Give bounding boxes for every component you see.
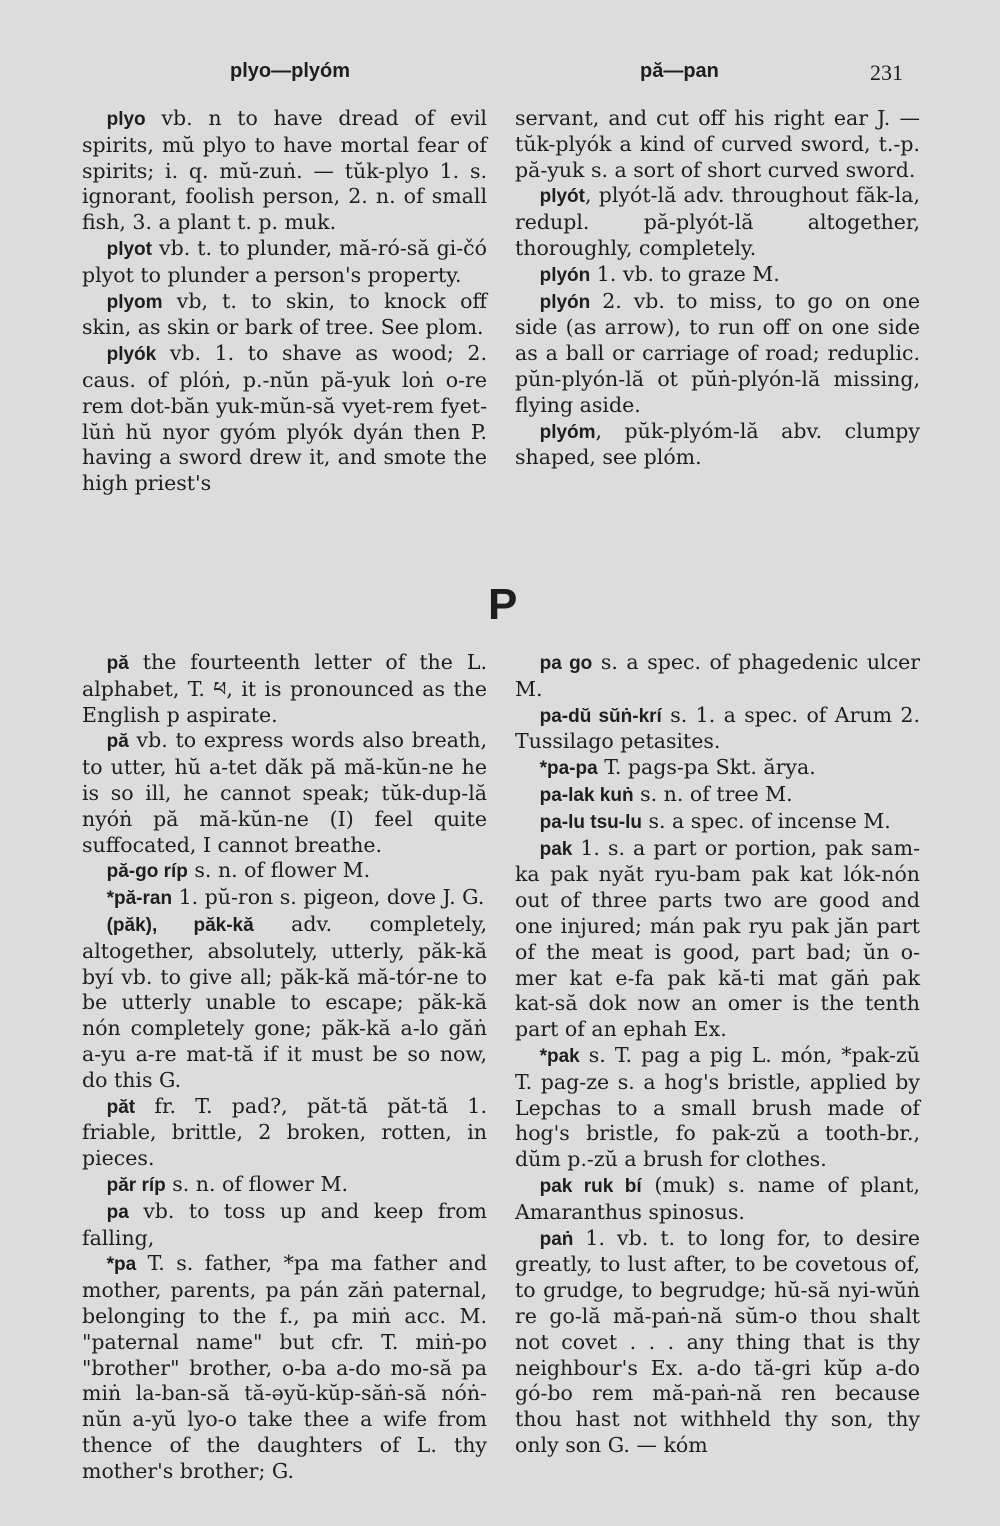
dictionary-entry — [515, 809, 920, 836]
entry-definition: 1. pŭ-ron s. pigeon, dove J. G. — [172, 885, 485, 910]
entry-headword: pa-lak kuṅ — [539, 784, 634, 806]
entry-definition: T. s. father, *pa ma father and mother, parents, pa pán zăṅ paternal, belonging to the f., pa miṅ acc. M. "paternal name" but cfr. T. miṅ-po "brother" brother, o-ba a-do mo-să pa miṅ la-ban-să tă-ǝyŭ-kŭp-săṅ-să nóṅ-nŭn a-yŭ lyo-o take thee a wife from thence of the daughters of L. thy mother's brother; G. — [82, 1251, 487, 1483]
dictionary-entry — [515, 782, 920, 809]
dictionary-entry — [515, 262, 920, 289]
dictionary-entry — [82, 650, 487, 728]
entry-headword: păt — [106, 1096, 136, 1118]
dictionary-entry — [82, 236, 487, 289]
entry-headword: pă — [106, 731, 129, 753]
entry-definition: vb. to toss up and keep from falling, — [82, 1198, 487, 1250]
entry-headword: plyom — [106, 291, 163, 313]
entry-headword: pa-dŭ sŭṅ-krí — [539, 705, 662, 727]
entry-definition: servant, and cut off his right ear J. — tŭk-plyók a kind of curved sword, t.-p. pă-yuk s. a sort of short curved sword. — [515, 106, 920, 182]
entry-definition: fr. T. pad?, păt-tă păt-tă 1. friable, brittle, 2 broken, rotten, in pieces. — [82, 1093, 487, 1171]
dictionary-entry — [515, 836, 920, 1043]
entry-definition: s. a spec. of incense M. — [641, 808, 891, 833]
entry-definition: the fourteenth letter of the L. alphabet, T. ཕ, it is pronounced as the English p aspirate. — [82, 650, 487, 727]
entry-definition: vb. 1. to shave as wood; 2. caus. of plóṅ, p.-nŭn pă-yuk loṅ o-re rem dot-băn yuk-mŭn-să vyet-rem fyet-lŭṅ hŭ nyor gyóm plyók dyán then P. having a sword drew it, and smote the high priest's — [82, 341, 487, 496]
dictionary-entry — [515, 703, 920, 756]
entry-headword: plyón — [539, 291, 591, 313]
entry-headword: plyo — [106, 109, 146, 130]
entry-definition: 2. vb. to miss, to go on one side (as arrow), to run off on one side as a ball or carriage of road; reduplic. pŭn-plyón-lă ot pŭṅ-plyón-lă missing, flying aside. — [515, 288, 920, 417]
entry-definition: 1. s. a part or portion, pak sam-ka pak nyăt ryu-bam pak kat lók-nón out of three parts two are good and one injured; mán pak ryu pak jăn part of the meat is good, part bad; ŭn o-mer kat e-fa pak kă-ti mat găṅ pak kat-să dok now an omer is the tenth part of an ephah Ex. — [515, 835, 920, 1042]
dictionary-entry — [82, 885, 487, 912]
entry-headword: *pa — [106, 1254, 137, 1276]
entry-headword: pa go — [539, 653, 593, 674]
entry-definition: vb. n to have dread of evil spirits, mŭ plyo to have mortal fear of spirits; i. q. mŭ-zuṅ. — tŭk-plyo 1. s. ignorant, foolish person, 2. n. of small fish, 3. a plant t. p. muk. — [82, 106, 487, 235]
entry-definition: s. 1. a spec. of Arum 2. Tussilago petasites. — [515, 702, 920, 754]
dictionary-entry — [82, 912, 487, 1094]
entry-headword: plyot — [106, 238, 152, 260]
entry-definition: T. pags-pa Skt. ărya. — [597, 755, 816, 780]
column-top-left — [82, 106, 487, 497]
dictionary-entry — [82, 728, 487, 858]
entry-headword: plyón — [539, 264, 591, 286]
entry-headword: *pă-ran — [106, 888, 173, 910]
entry-definition: s. n. of tree M. — [633, 781, 793, 806]
entry-headword: plyók — [106, 344, 157, 366]
dictionary-entry — [515, 1173, 920, 1226]
entry-definition: 1. vb. t. to long for, to desire greatly, to lust after, to be covetous of, to grudge, to begrudge; hŭ-să nyi-wŭṅ re go-lă mă-paṅ-nă sŭm-o thou shalt not covet . . . any thing that is thy neighbour's Ex. a-do tă-gri kŭp a-do gó-bo rem mă-paṅ-nă ren because thou hast not withheld thy son, thy only son G. — kóm — [515, 1225, 920, 1457]
entry-definition: s. a spec. of phagedenic ulcer M. — [515, 650, 920, 701]
column-bottom-right — [515, 650, 920, 1459]
entry-headword: păr ríp — [106, 1174, 166, 1196]
dictionary-entry — [515, 419, 920, 472]
entry-headword: (păk), păk-kă — [106, 914, 254, 936]
entry-definition: vb. to express words also breath, to utter, hŭ a-tet dăk pă mă-kŭn-ne he is so ill, he cannot speak; tŭk-dup-lă nyóṅ pă mă-kŭn-ne (I) feel quite suffocated, I cannot breathe. — [82, 728, 487, 857]
entry-headword: plyóm — [539, 421, 596, 443]
entry-headword: pă — [106, 653, 129, 674]
entry-definition: , plyót-lă adv. throughout făk-la, redupl. pă-plyót-lă altogether, thoroughly, completely. — [515, 183, 920, 260]
running-head-center: pă—pan — [640, 60, 719, 82]
entry-definition: vb. t. to plunder, mă-ró-să gi-čó plyot to plunder a person's property. — [82, 235, 487, 287]
entry-definition: s. n. of flower M. — [165, 1171, 348, 1196]
dictionary-entry — [82, 1094, 487, 1172]
dictionary-entry — [82, 289, 487, 342]
dictionary-entry — [515, 183, 920, 261]
page-number: 231 — [870, 60, 903, 85]
dictionary-entry — [82, 1251, 487, 1484]
entry-headword: pa — [106, 1201, 129, 1223]
dictionary-entry — [82, 106, 487, 236]
entry-headword: pak — [539, 838, 573, 860]
entry-definition: vb, t. to skin, to knock off skin, as skin or bark of tree. See plom. — [82, 288, 487, 340]
entry-headword: *pa-pa — [539, 758, 598, 780]
entry-headword: pă-go ríp — [106, 861, 188, 883]
dictionary-entry — [82, 858, 487, 885]
entry-headword: paṅ — [539, 1228, 574, 1250]
entry-headword: pak ruk bí — [539, 1175, 642, 1197]
column-bottom-left — [82, 650, 487, 1485]
dictionary-entry — [515, 1043, 920, 1173]
column-top-right — [515, 106, 920, 471]
dictionary-entry — [82, 1172, 487, 1199]
entry-definition: , pŭk-plyóm-lă abv. clumpy shaped, see plóm. — [515, 418, 920, 470]
section-letter: P — [488, 580, 518, 629]
entry-headword: pa-lu tsu-lu — [539, 811, 642, 833]
entry-headword: *pak — [539, 1045, 580, 1067]
dictionary-entry — [82, 341, 487, 497]
entry-definition: s. n. of flower M. — [187, 858, 371, 883]
entry-definition: 1. vb. to graze M. — [590, 261, 780, 286]
running-head-left: plyo—plyóm — [230, 60, 351, 82]
dictionary-entry — [515, 1226, 920, 1459]
entry-definition: adv. completely, altogether, absolutely, utterly, păk-kă byí vb. to give all; păk-kă mă-tór-ne to be utterly unable to escape; păk-kă nón completely gone; păk-kă a-lo găṅ a-yu a-re mat-tă if it must be so now, do this G. — [82, 911, 488, 1092]
entry-definition: s. T. pag a pig L. món, *pak-zŭ T. pag-ze s. a hog's bristle, applied by Lepchas to a small brush made of hog's bristle, fo pak-zŭ a tooth-br., dŭm p.-zŭ a brush for clothes. — [515, 1042, 920, 1172]
dictionary-entry — [515, 755, 920, 782]
dictionary-entry — [82, 1199, 487, 1252]
dictionary-entry — [515, 106, 920, 183]
entry-definition: (muk) s. name of plant, Amaranthus spinosus. — [515, 1172, 920, 1224]
dictionary-entry — [515, 289, 920, 419]
entry-headword: plyót — [539, 186, 585, 208]
dictionary-entry — [515, 650, 920, 703]
